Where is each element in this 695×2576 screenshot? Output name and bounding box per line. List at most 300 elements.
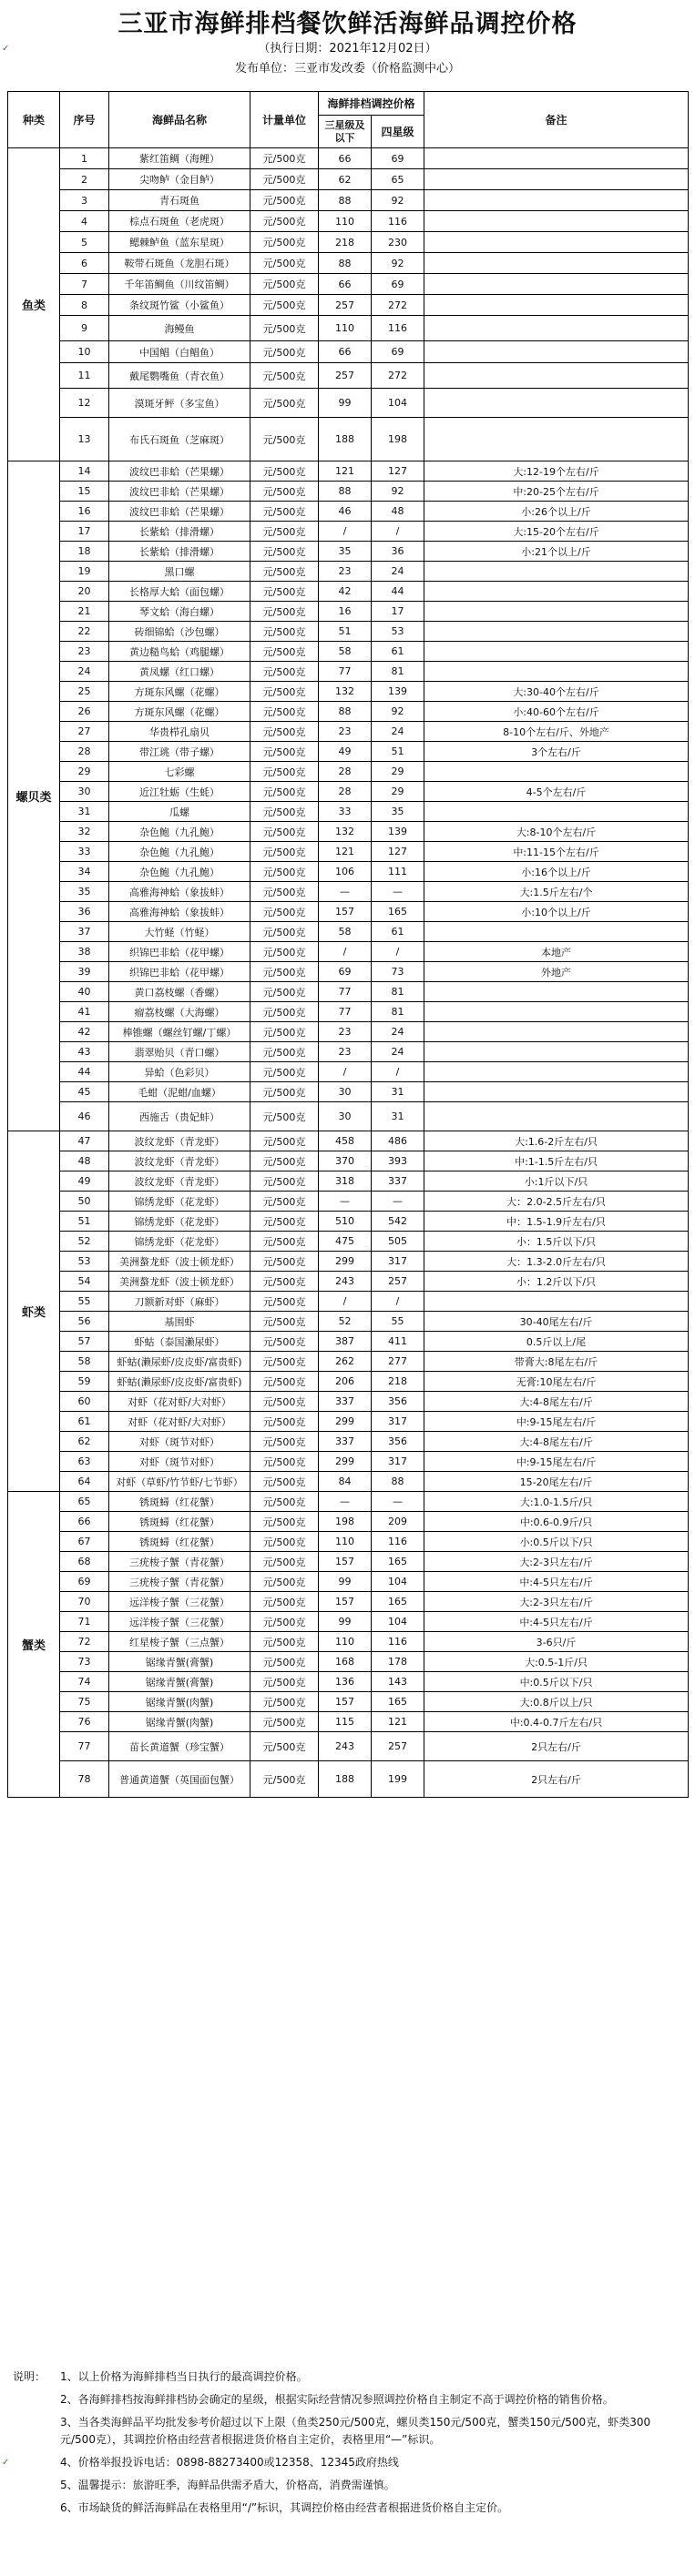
table-row <box>8 1102 689 1131</box>
col-header-price-3star: 三星级及以下 <box>319 116 372 148</box>
price-3star-cell: 23 <box>319 722 372 742</box>
index-cell: 75 <box>60 1692 109 1712</box>
price-4star-cell: 88 <box>372 1472 424 1492</box>
price-4star-cell: 218 <box>372 1372 424 1392</box>
table-row <box>8 1171 689 1192</box>
index-cell: 29 <box>60 762 109 782</box>
index-cell: 72 <box>60 1632 109 1652</box>
name-cell: 苗长黄道蟹（珍宝蟹） <box>109 1732 250 1761</box>
unit-cell: 元/500克 <box>250 1022 319 1042</box>
price-3star-cell: 110 <box>319 1632 372 1652</box>
price-3star-cell: 62 <box>319 169 372 190</box>
price-4star-cell: 257 <box>372 1732 424 1761</box>
price-4star-cell: 116 <box>372 1532 424 1552</box>
name-cell: 织锦巴非蛤（花甲螺） <box>109 962 250 982</box>
price-4star-cell: 505 <box>372 1232 424 1252</box>
price-4star-cell: 24 <box>372 722 424 742</box>
col-header-remark: 备注 <box>424 92 689 148</box>
note-item: 3、当各类海鲜品平均批发参考价超过以下上限（鱼类250元/500克，螺贝类150元/500克，蟹类150元/500克，虾类300元/500克），其调控价格由经营者根据进货价格自主定价，表格里用“—”标识。 <box>60 2416 651 2446</box>
index-cell: 22 <box>60 622 109 642</box>
price-4star-cell: 92 <box>372 702 424 722</box>
remark-cell <box>424 562 689 582</box>
index-cell: 34 <box>60 862 109 882</box>
unit-cell: 元/500克 <box>250 482 319 502</box>
price-4star-cell: 337 <box>372 1171 424 1192</box>
index-cell: 25 <box>60 682 109 702</box>
unit-cell: 元/500克 <box>250 722 319 742</box>
remark-cell: 大:1.0-1.5斤/只 <box>424 1492 689 1512</box>
unit-cell: 元/500克 <box>250 1272 319 1292</box>
table-row <box>8 1761 689 1798</box>
price-3star-cell: 88 <box>319 190 372 211</box>
price-3star-cell: 23 <box>319 1022 372 1042</box>
index-cell: 69 <box>60 1572 109 1592</box>
name-cell: 瘤荔枝螺（大海螺） <box>109 1002 250 1022</box>
price-4star-cell: 81 <box>372 662 424 682</box>
index-cell: 43 <box>60 1042 109 1062</box>
table-row <box>8 190 689 211</box>
price-3star-cell: 30 <box>319 1102 372 1131</box>
table-row <box>8 1612 689 1632</box>
category-cell: 螺贝类 <box>8 461 60 1131</box>
name-cell: 长格厚大蛤（面包螺） <box>109 582 250 602</box>
price-3star-cell: 99 <box>319 1572 372 1592</box>
unit-cell: 元/500克 <box>250 762 319 782</box>
index-cell: 20 <box>60 582 109 602</box>
remark-cell <box>424 1082 689 1102</box>
index-cell: 42 <box>60 1022 109 1042</box>
note-item: 6、市场缺货的鲜活海鲜品在表格里用“/”标识，其调控价格由经营者根据进货价格自主定价。 <box>60 2501 509 2514</box>
index-cell: 73 <box>60 1652 109 1672</box>
remark-cell: 小:1斤以下/只 <box>424 1171 689 1192</box>
remark-cell <box>424 922 689 942</box>
name-cell: 虾蛄(濑尿虾/皮皮虾/富贵虾) <box>109 1352 250 1372</box>
name-cell: 对虾（花对虾/大对虾） <box>109 1412 250 1432</box>
remark-cell <box>424 418 689 461</box>
name-cell: 鞍带石斑鱼（龙胆石斑） <box>109 253 250 274</box>
price-3star-cell: — <box>319 882 372 902</box>
price-4star-cell: 29 <box>372 762 424 782</box>
table-row <box>8 232 689 253</box>
index-cell: 37 <box>60 922 109 942</box>
unit-cell: 元/500克 <box>250 1372 319 1392</box>
price-4star-cell: 165 <box>372 902 424 922</box>
price-4star-cell: 61 <box>372 642 424 662</box>
price-4star-cell: 121 <box>372 1712 424 1732</box>
unit-cell: 元/500克 <box>250 1042 319 1062</box>
remark-cell: 小:40-60个左右/斤 <box>424 702 689 722</box>
price-4star-cell: 61 <box>372 922 424 942</box>
remark-cell: 小：1.2斤以下/只 <box>424 1272 689 1292</box>
price-3star-cell: 168 <box>319 1652 372 1672</box>
category-cell: 蟹类 <box>8 1492 60 1798</box>
price-4star-cell: 165 <box>372 1592 424 1612</box>
price-3star-cell: / <box>319 942 372 962</box>
index-cell: 16 <box>60 502 109 522</box>
price-4star-cell: 29 <box>372 782 424 802</box>
remark-cell: 大:0.5-1斤/只 <box>424 1652 689 1672</box>
name-cell: 波纹龙虾（青龙虾） <box>109 1151 250 1171</box>
name-cell: 黄凤螺（红口螺） <box>109 662 250 682</box>
name-cell: 对虾（斑节对虾） <box>109 1452 250 1472</box>
name-cell: 织锦巴非蛤（花甲螺） <box>109 942 250 962</box>
price-3star-cell: 42 <box>319 582 372 602</box>
unit-cell: 元/500克 <box>250 862 319 882</box>
remark-cell: 大:0.8斤以上/只 <box>424 1692 689 1712</box>
price-4star-cell: 542 <box>372 1212 424 1232</box>
remark-cell: 8-10个左右/斤、外地产 <box>424 722 689 742</box>
price-4star-cell: 69 <box>372 341 424 363</box>
price-4star-cell: 53 <box>372 622 424 642</box>
name-cell: 长紫蛤（排滑螺） <box>109 542 250 562</box>
remark-cell <box>424 316 689 341</box>
table-row <box>8 642 689 662</box>
price-3star-cell: 337 <box>319 1432 372 1452</box>
price-4star-cell: 36 <box>372 542 424 562</box>
name-cell: 七彩螺 <box>109 762 250 782</box>
price-3star-cell: 157 <box>319 1692 372 1712</box>
table-row <box>8 169 689 190</box>
name-cell: 瓜螺 <box>109 802 250 822</box>
name-cell: 近江牡蛎（生蚝） <box>109 782 250 802</box>
price-4star-cell: 356 <box>372 1432 424 1452</box>
price-3star-cell: 88 <box>319 253 372 274</box>
remark-cell: 中:9-15尾左右/斤 <box>424 1452 689 1472</box>
price-3star-cell: 106 <box>319 862 372 882</box>
table-row <box>8 862 689 882</box>
unit-cell: 元/500克 <box>250 1392 319 1412</box>
price-3star-cell: 69 <box>319 962 372 982</box>
notes-label: 说明： <box>13 2370 46 2383</box>
price-4star-cell: 104 <box>372 1572 424 1592</box>
remark-cell: 0.5斤以上/尾 <box>424 1332 689 1352</box>
remark-cell: 本地产 <box>424 942 689 962</box>
price-4star-cell: 73 <box>372 962 424 982</box>
table-row <box>8 1252 689 1272</box>
price-3star-cell: 243 <box>319 1272 372 1292</box>
unit-cell: 元/500克 <box>250 1171 319 1192</box>
price-3star-cell: 206 <box>319 1372 372 1392</box>
index-cell: 14 <box>60 461 109 482</box>
table-row <box>8 1492 689 1512</box>
price-3star-cell: / <box>319 1062 372 1082</box>
name-cell: 美洲螯龙虾（波士顿龙虾） <box>109 1252 250 1272</box>
index-cell: 41 <box>60 1002 109 1022</box>
remark-cell: 30-40尾左右/斤 <box>424 1312 689 1332</box>
index-cell: 45 <box>60 1082 109 1102</box>
price-4star-cell: 104 <box>372 1612 424 1632</box>
index-cell: 65 <box>60 1492 109 1512</box>
index-cell: 7 <box>60 274 109 295</box>
name-cell: 锈斑蟳（红花蟹） <box>109 1512 250 1532</box>
name-cell: 锦绣龙虾（花龙虾） <box>109 1192 250 1212</box>
name-cell: 锈斑蟳（红花蟹） <box>109 1492 250 1512</box>
price-3star-cell: 51 <box>319 622 372 642</box>
name-cell: 远洋梭子蟹（三花蟹） <box>109 1612 250 1632</box>
unit-cell: 元/500克 <box>250 1592 319 1612</box>
table-row <box>8 922 689 942</box>
name-cell: 华贵栉孔扇贝 <box>109 722 250 742</box>
name-cell: 高雅海神蛤（象拔蚌） <box>109 882 250 902</box>
table-row <box>8 1232 689 1252</box>
table-row <box>8 942 689 962</box>
price-4star-cell: 92 <box>372 482 424 502</box>
unit-cell: 元/500克 <box>250 1192 319 1212</box>
index-cell: 74 <box>60 1672 109 1692</box>
index-cell: 11 <box>60 363 109 389</box>
unit-cell: 元/500克 <box>250 922 319 942</box>
price-4star-cell: 48 <box>372 502 424 522</box>
price-4star-cell: 92 <box>372 190 424 211</box>
price-3star-cell: / <box>319 522 372 542</box>
price-3star-cell: 188 <box>319 418 372 461</box>
unit-cell: 元/500克 <box>250 1131 319 1151</box>
price-4star-cell: 317 <box>372 1252 424 1272</box>
remark-cell: 中:0.6-0.9斤/只 <box>424 1512 689 1532</box>
price-4star-cell: 104 <box>372 389 424 418</box>
unit-cell: 元/500克 <box>250 389 319 418</box>
unit-cell: 元/500克 <box>250 882 319 902</box>
price-3star-cell: 110 <box>319 316 372 341</box>
remark-cell: 中:4-5只左右/斤 <box>424 1572 689 1592</box>
remark-cell: 大:15-20个左右/斤 <box>424 522 689 542</box>
remark-cell: 2只左右/斤 <box>424 1732 689 1761</box>
index-cell: 63 <box>60 1452 109 1472</box>
unit-cell: 元/500克 <box>250 1552 319 1572</box>
left-edge-mark: ✓ <box>2 2458 10 2468</box>
remark-cell: 中:20-25个左右/斤 <box>424 482 689 502</box>
index-cell: 58 <box>60 1352 109 1372</box>
price-4star-cell: 198 <box>372 418 424 461</box>
name-cell: 黑口螺 <box>109 562 250 582</box>
unit-cell: 元/500克 <box>250 1412 319 1432</box>
price-4star-cell: 393 <box>372 1151 424 1171</box>
unit-cell: 元/500克 <box>250 1212 319 1232</box>
name-cell: 西施舌（贵妃蚌） <box>109 1102 250 1131</box>
remark-cell: 中：1.5-1.9斤左右/只 <box>424 1212 689 1232</box>
price-3star-cell: 77 <box>319 982 372 1002</box>
table-row <box>8 1292 689 1312</box>
table-row <box>8 148 689 169</box>
price-3star-cell: 66 <box>319 148 372 169</box>
unit-cell: 元/500克 <box>250 982 319 1002</box>
name-cell: 远洋梭子蟹（三花蟹） <box>109 1592 250 1612</box>
remark-cell: 小:0.5斤以下/只 <box>424 1532 689 1552</box>
remark-cell <box>424 274 689 295</box>
name-cell: 杂色鲍（九孔鲍） <box>109 862 250 882</box>
name-cell: 三疣梭子蟹（青花蟹） <box>109 1572 250 1592</box>
remark-cell: 小:10个以上/斤 <box>424 902 689 922</box>
table-row <box>8 982 689 1002</box>
table-row <box>8 253 689 274</box>
name-cell: 尖吻鲈（金目鲈） <box>109 169 250 190</box>
table-row <box>8 702 689 722</box>
unit-cell: 元/500克 <box>250 1432 319 1452</box>
price-3star-cell: 49 <box>319 742 372 762</box>
price-3star-cell: 121 <box>319 461 372 482</box>
index-cell: 50 <box>60 1192 109 1212</box>
index-cell: 68 <box>60 1552 109 1572</box>
remark-cell <box>424 363 689 389</box>
name-cell: 波纹巴非蛤（芒果螺） <box>109 461 250 482</box>
note-item: 5、温馨提示：旅游旺季，海鲜品供需矛盾大，价格高，消费需谨慎。 <box>60 2479 395 2491</box>
col-header-index: 序号 <box>60 92 109 148</box>
index-cell: 59 <box>60 1372 109 1392</box>
remark-cell: 中:9-15尾左右/斤 <box>424 1412 689 1432</box>
remark-cell: 外地产 <box>424 962 689 982</box>
table-row <box>8 1022 689 1042</box>
index-cell: 48 <box>60 1151 109 1171</box>
index-cell: 55 <box>60 1292 109 1312</box>
index-cell: 39 <box>60 962 109 982</box>
table-row <box>8 1672 689 1692</box>
price-4star-cell: 31 <box>372 1082 424 1102</box>
price-3star-cell: 58 <box>319 922 372 942</box>
price-4star-cell: 230 <box>372 232 424 253</box>
remark-cell: 大:30-40个左右/斤 <box>424 682 689 702</box>
table-row <box>8 418 689 461</box>
name-cell: 大竹蛏（竹蛏） <box>109 922 250 942</box>
remark-cell: 2只左右/斤 <box>424 1761 689 1798</box>
table-row <box>8 1372 689 1392</box>
price-4star-cell: 277 <box>372 1352 424 1372</box>
name-cell: 波纹龙虾（青龙虾） <box>109 1131 250 1151</box>
unit-cell: 元/500克 <box>250 702 319 722</box>
table-row <box>8 1272 689 1292</box>
price-3star-cell: 16 <box>319 602 372 622</box>
unit-cell: 元/500克 <box>250 842 319 862</box>
price-3star-cell: 110 <box>319 1532 372 1552</box>
unit-cell: 元/500克 <box>250 682 319 702</box>
name-cell: 锯缘青蟹(肉蟹) <box>109 1712 250 1732</box>
unit-cell: 元/500克 <box>250 962 319 982</box>
index-cell: 27 <box>60 722 109 742</box>
price-3star-cell: 132 <box>319 682 372 702</box>
table-row <box>8 1532 689 1552</box>
price-3star-cell: 257 <box>319 363 372 389</box>
table-row <box>8 1002 689 1022</box>
col-header-name: 海鲜品名称 <box>109 92 250 148</box>
unit-cell: 元/500克 <box>250 1492 319 1512</box>
execution-date: （执行日期：2021年12月02日） <box>258 42 437 56</box>
unit-cell: 元/500克 <box>250 742 319 762</box>
table-row <box>8 461 689 482</box>
unit-cell: 元/500克 <box>250 802 319 822</box>
index-cell: 32 <box>60 822 109 842</box>
remark-cell <box>424 662 689 682</box>
name-cell: 异蛤（色彩贝） <box>109 1062 250 1082</box>
name-cell: 紫红笛鲷（海鲤） <box>109 148 250 169</box>
index-cell: 51 <box>60 1212 109 1232</box>
price-4star-cell: 24 <box>372 562 424 582</box>
price-table <box>7 91 689 1798</box>
name-cell: 中国鲳（白鲳鱼） <box>109 341 250 363</box>
unit-cell: 元/500克 <box>250 1652 319 1672</box>
price-4star-cell: 17 <box>372 602 424 622</box>
name-cell: 高雅海神蛤（象拔蚌） <box>109 902 250 922</box>
remark-cell <box>424 1062 689 1082</box>
note-item: 2、各海鲜排档按海鲜排档协会确定的星级，根据实际经营情况参照调控价格自主制定不高于调控价格的销售价格。 <box>60 2393 614 2406</box>
price-3star-cell: 52 <box>319 1312 372 1332</box>
name-cell: 虾蛄（泰国濑尿虾） <box>109 1332 250 1352</box>
name-cell: 锈斑蟳（红花蟹） <box>109 1532 250 1552</box>
price-3star-cell: 218 <box>319 232 372 253</box>
price-4star-cell: 209 <box>372 1512 424 1532</box>
remark-cell: 大:2-3只左右/斤 <box>424 1592 689 1612</box>
price-3star-cell: / <box>319 1292 372 1312</box>
price-4star-cell: 178 <box>372 1652 424 1672</box>
price-3star-cell: — <box>319 1192 372 1212</box>
table-row <box>8 1652 689 1672</box>
price-3star-cell: 35 <box>319 542 372 562</box>
unit-cell: 元/500克 <box>250 461 319 482</box>
price-3star-cell: 318 <box>319 1171 372 1192</box>
price-3star-cell: 136 <box>319 1672 372 1692</box>
unit-cell: 元/500克 <box>250 562 319 582</box>
unit-cell: 元/500克 <box>250 211 319 232</box>
price-4star-cell: 257 <box>372 1272 424 1292</box>
price-4star-cell: 116 <box>372 211 424 232</box>
remark-cell <box>424 295 689 316</box>
price-4star-cell: 139 <box>372 822 424 842</box>
price-3star-cell: 458 <box>319 1131 372 1151</box>
name-cell: 杂色鲍（九孔鲍） <box>109 822 250 842</box>
name-cell: 带江珧（带子螺） <box>109 742 250 762</box>
price-3star-cell: 23 <box>319 1042 372 1062</box>
price-4star-cell: 356 <box>372 1392 424 1412</box>
index-cell: 9 <box>60 316 109 341</box>
index-cell: 61 <box>60 1412 109 1432</box>
remark-cell <box>424 802 689 822</box>
unit-cell: 元/500克 <box>250 1062 319 1082</box>
remark-cell: 大:2-3只左右/斤 <box>424 1552 689 1572</box>
remark-cell <box>424 582 689 602</box>
remark-cell: 小:26个以上/斤 <box>424 502 689 522</box>
price-3star-cell: 28 <box>319 782 372 802</box>
table-row <box>8 1592 689 1612</box>
price-4star-cell: 24 <box>372 1042 424 1062</box>
unit-cell: 元/500克 <box>250 902 319 922</box>
unit-cell: 元/500克 <box>250 1102 319 1131</box>
table-row <box>8 1412 689 1432</box>
table-row <box>8 962 689 982</box>
unit-cell: 元/500克 <box>250 1572 319 1592</box>
table-row <box>8 1712 689 1732</box>
price-3star-cell: 299 <box>319 1412 372 1432</box>
index-cell: 33 <box>60 842 109 862</box>
price-3star-cell: 33 <box>319 802 372 822</box>
remark-cell <box>424 169 689 190</box>
price-4star-cell: / <box>372 942 424 962</box>
price-3star-cell: 99 <box>319 1612 372 1632</box>
index-cell: 28 <box>60 742 109 762</box>
remark-cell: 小:21个以上/斤 <box>424 542 689 562</box>
table-row <box>8 822 689 842</box>
price-4star-cell: 24 <box>372 1022 424 1042</box>
price-3star-cell: 46 <box>319 502 372 522</box>
price-3star-cell: 110 <box>319 211 372 232</box>
unit-cell: 元/500克 <box>250 642 319 662</box>
table-row <box>8 782 689 802</box>
price-3star-cell: 30 <box>319 1082 372 1102</box>
unit-cell: 元/500克 <box>250 169 319 190</box>
table-header-row <box>8 92 689 116</box>
index-cell: 53 <box>60 1252 109 1272</box>
name-cell: 翡翠贻贝（青口螺） <box>109 1042 250 1062</box>
remark-cell: 中:1-1.5斤左右/只 <box>424 1151 689 1171</box>
table-row <box>8 1512 689 1532</box>
price-3star-cell: 157 <box>319 902 372 922</box>
